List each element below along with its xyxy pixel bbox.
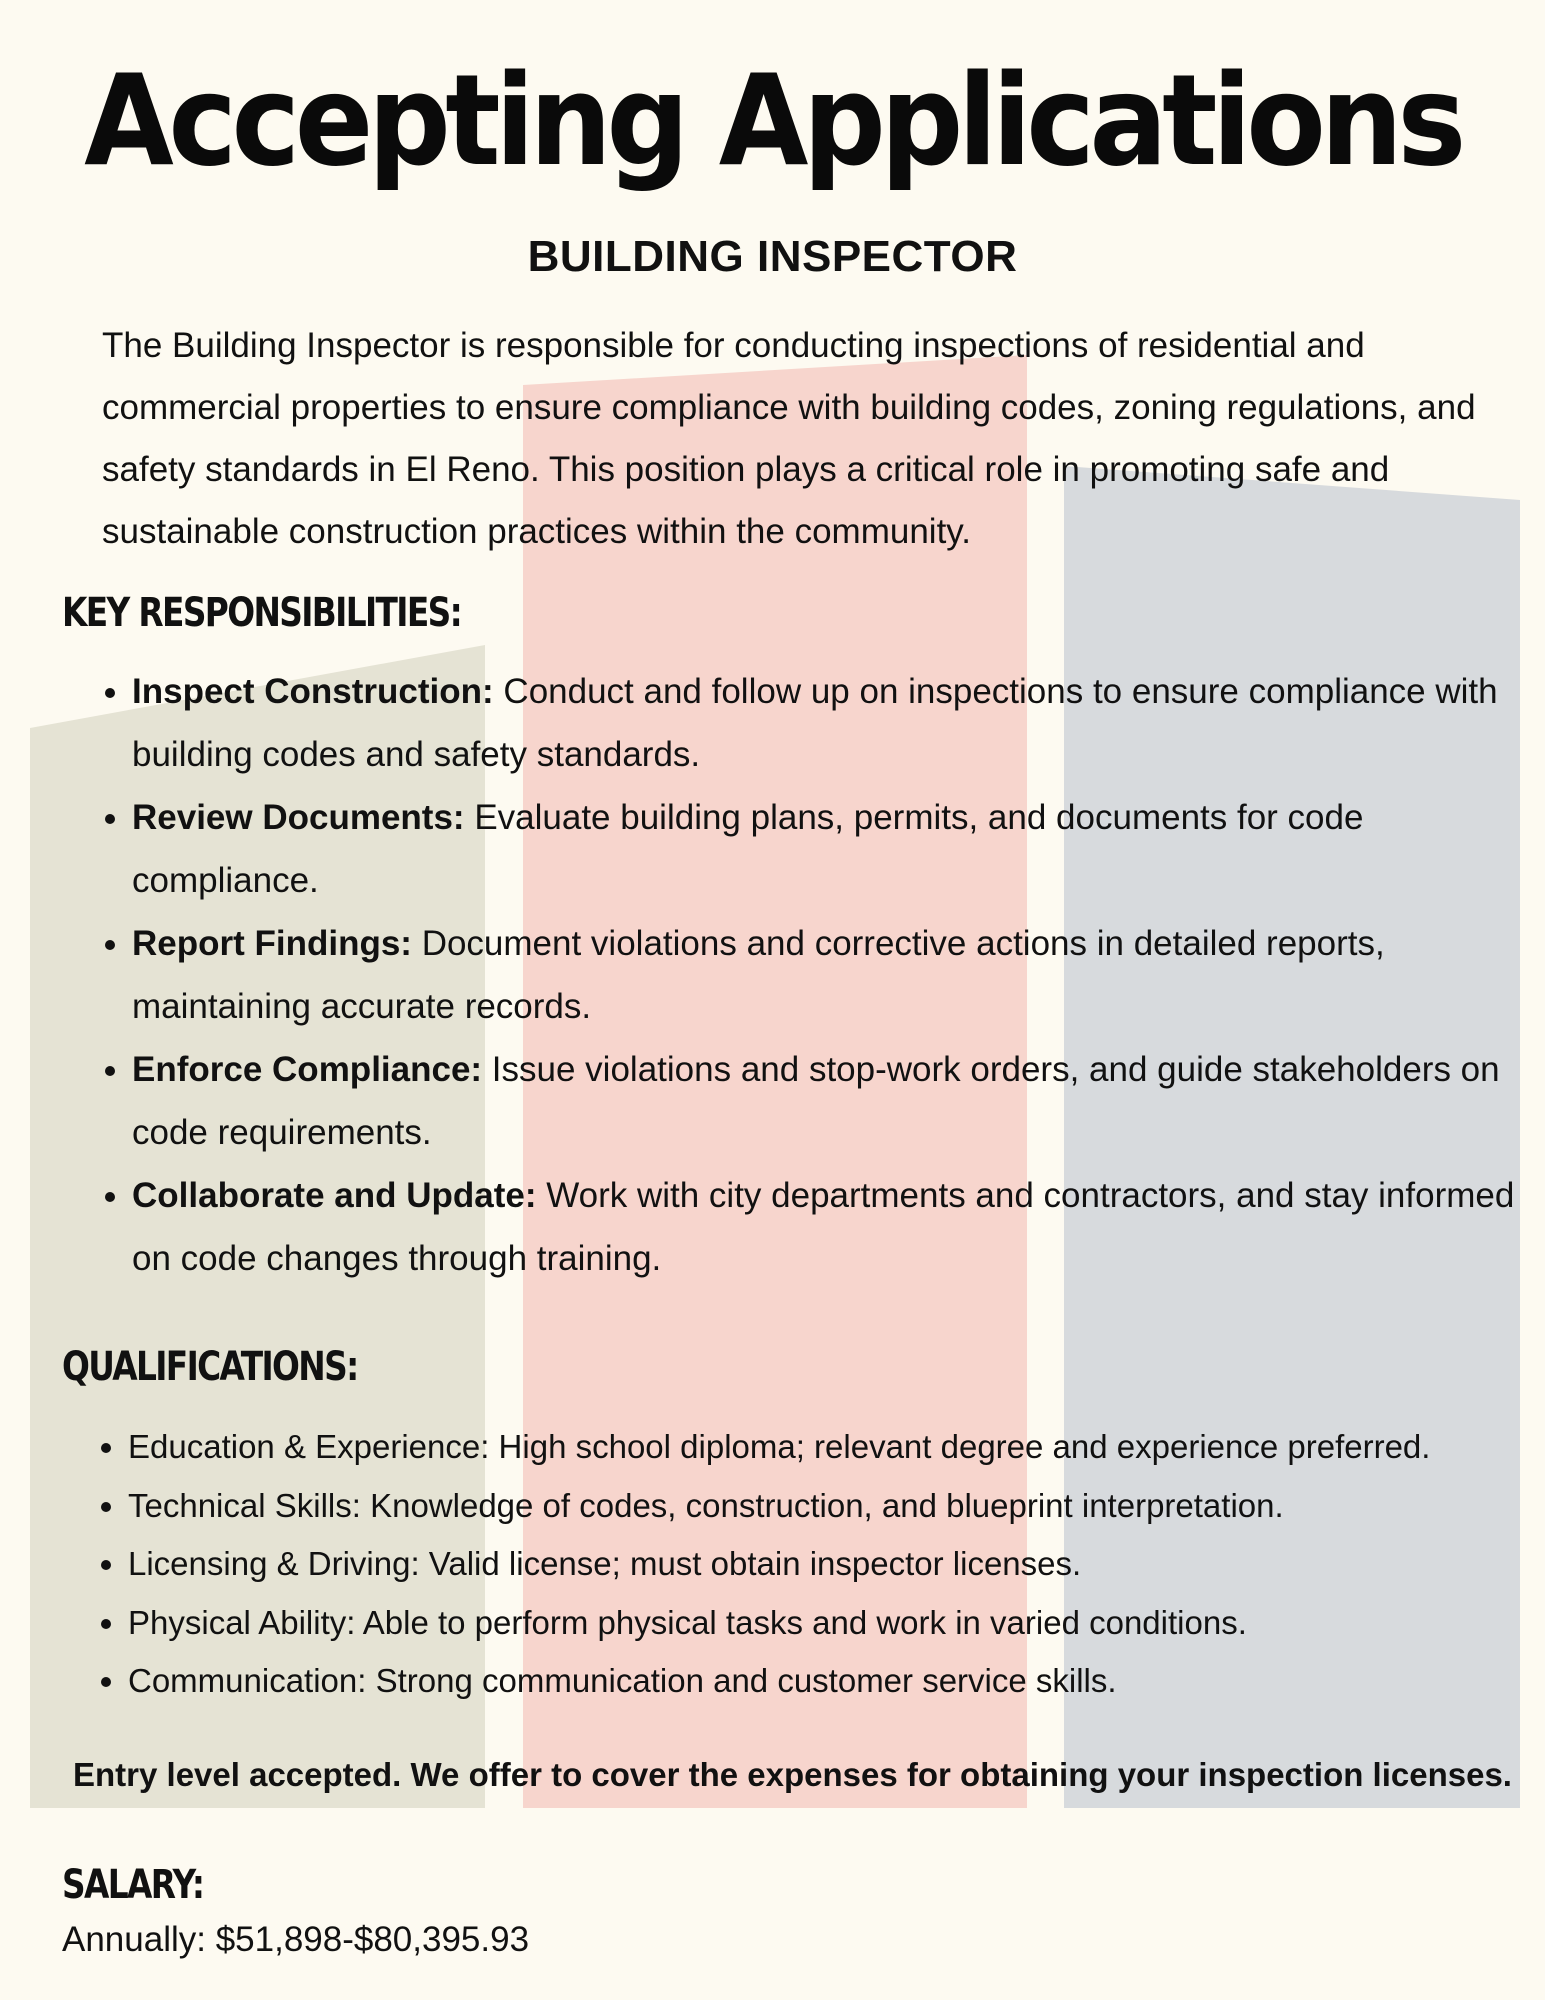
salary-heading: SALARY: (62, 1862, 204, 1908)
page-title: Accepting Applications (84, 47, 1461, 194)
item-label: Enforce Compliance: (132, 1050, 483, 1089)
item-text: Work with city departments and contractors, and stay informed on code changes through training. (132, 1176, 1515, 1278)
item-text: Evaluate building plans, permits, and documents for code compliance. (132, 798, 1364, 900)
item-text: Document violations and corrective actions in detailed reports, maintaining accurate records. (132, 924, 1385, 1026)
entry-level-note: Entry level accepted. We offer to cover the expenses for obtaining your inspection licenses. (73, 1756, 1512, 1793)
item-label: Review Documents: (132, 798, 465, 837)
job-title: BUILDING INSPECTOR (527, 232, 1018, 281)
item-text: Issue violations and stop-work orders, and guide stakeholders on code requirements. (132, 1050, 1500, 1152)
responsibilities-list (102, 660, 1542, 1290)
item-label: Collaborate and Update: (132, 1176, 537, 1215)
intro-paragraph: The Building Inspector is responsible for conducting inspections of residential and commercial properties to ensure compliance with building codes, zoning regulations, and safety standards in El Reno. This position plays a critical role in promoting safe and sustainable construction practices within the community. (102, 326, 1476, 551)
item-label: Inspect Construction: (132, 672, 494, 711)
list-item (132, 912, 1542, 1038)
list-item (132, 786, 1542, 912)
item-text: Conduct and follow up on inspections to ensure compliance with building codes and safety standards. (132, 672, 1498, 774)
list-item: • Communication: Strong communication and customer service skills. (128, 1652, 1538, 1711)
list-item: • Education & Experience: High school diploma; relevant degree and experience preferred. (128, 1418, 1538, 1477)
list-item: • Physical Ability: Able to perform physical tasks and work in varied conditions. (128, 1594, 1538, 1653)
list-item (132, 1164, 1542, 1290)
qualifications-heading: QUALIFICATIONS: (62, 1344, 358, 1390)
list-item: • Licensing & Driving: Valid license; must obtain inspector licenses. (128, 1535, 1538, 1594)
salary-range: Annually: $51,898-$80,395.93 (62, 1920, 530, 1959)
qualifications-list (98, 1418, 1538, 1711)
list-item: • Technical Skills: Knowledge of codes, construction, and blueprint interpretation. (128, 1477, 1538, 1536)
item-label: Report Findings: (132, 924, 412, 963)
list-item (132, 660, 1542, 786)
list-item (132, 1038, 1542, 1164)
responsibilities-heading: KEY RESPONSIBILITIES: (62, 590, 462, 636)
